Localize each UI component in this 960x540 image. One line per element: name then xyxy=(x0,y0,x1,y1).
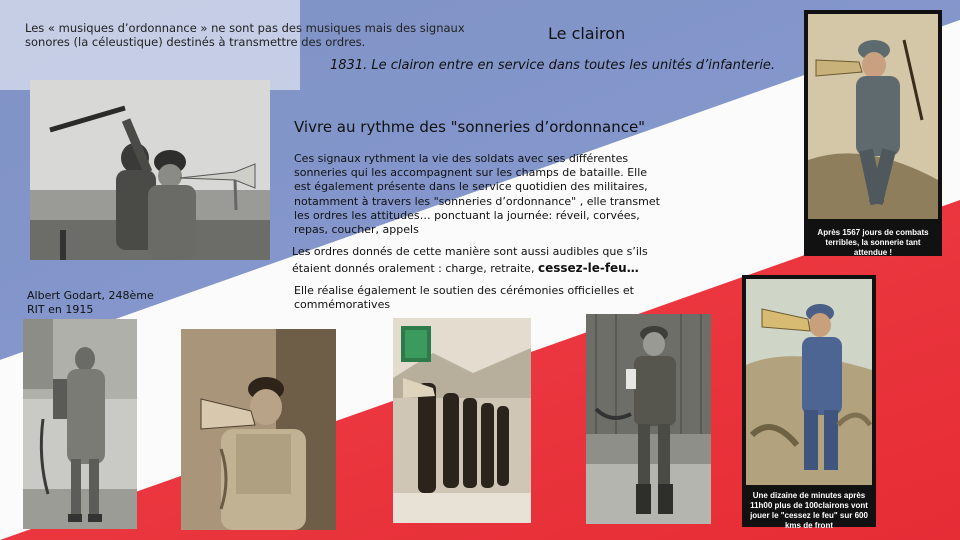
photo-caption: Albert Godart, 248ème RIT en 1915 xyxy=(27,289,154,316)
poster-top-caption: Après 1567 jours de combats terribles, la sonnerie tant attendue ! xyxy=(817,228,929,257)
poster-bugler-top xyxy=(804,10,942,256)
paragraph-orders-text: Les ordres donnés de cette manière sont aussi audibles que s’ils étaient donnés oralement : charge, retraite, xyxy=(292,245,648,275)
photo-postcard-chasseurs xyxy=(393,318,531,523)
year-line: 1831. Le clairon entre en service dans toutes les unités d’infanterie. xyxy=(330,58,776,73)
slide-title: Le clairon xyxy=(548,24,626,43)
photo-two-buglers xyxy=(30,80,270,260)
poster-bugler-bottom xyxy=(742,275,876,530)
paragraph-signals: Ces signaux rythment la vie des soldats avec ses différentes sonneries qui les accompagnent sur les champs de bataille. Elle est également présente dans le service quotidien des militaires, notamment à travers les "sonneries d’ordonnance" , elle transmet les ordres les attitudes… ponctuant la journée: réveil, corvées, repas, coucher, appels xyxy=(294,152,660,237)
intro-text: Les « musiques d’ordonnance » ne sont pas des musiques mais des signaux sonores (la céleustique) destinés à transmettre des ordres. xyxy=(25,21,465,49)
photo-sepia-bugler xyxy=(181,329,336,530)
paragraph-ceremonies: Elle réalise également le soutien des cérémonies officielles et commémoratives xyxy=(294,284,634,311)
section-heading: Vivre au rythme des "sonneries d’ordonnance" xyxy=(294,118,646,136)
paragraph-orders xyxy=(292,243,664,277)
photo-soldier-armband xyxy=(586,314,711,524)
poster-bottom-caption: Une dizaine de minutes après 11h00 plus de 100clairons vont jouer le "cessez le feu" sur 600 kms de front xyxy=(750,491,868,530)
cessez-le-feu-text: cessez-le-feu… xyxy=(537,261,639,275)
photo-albert-godart xyxy=(23,319,137,529)
